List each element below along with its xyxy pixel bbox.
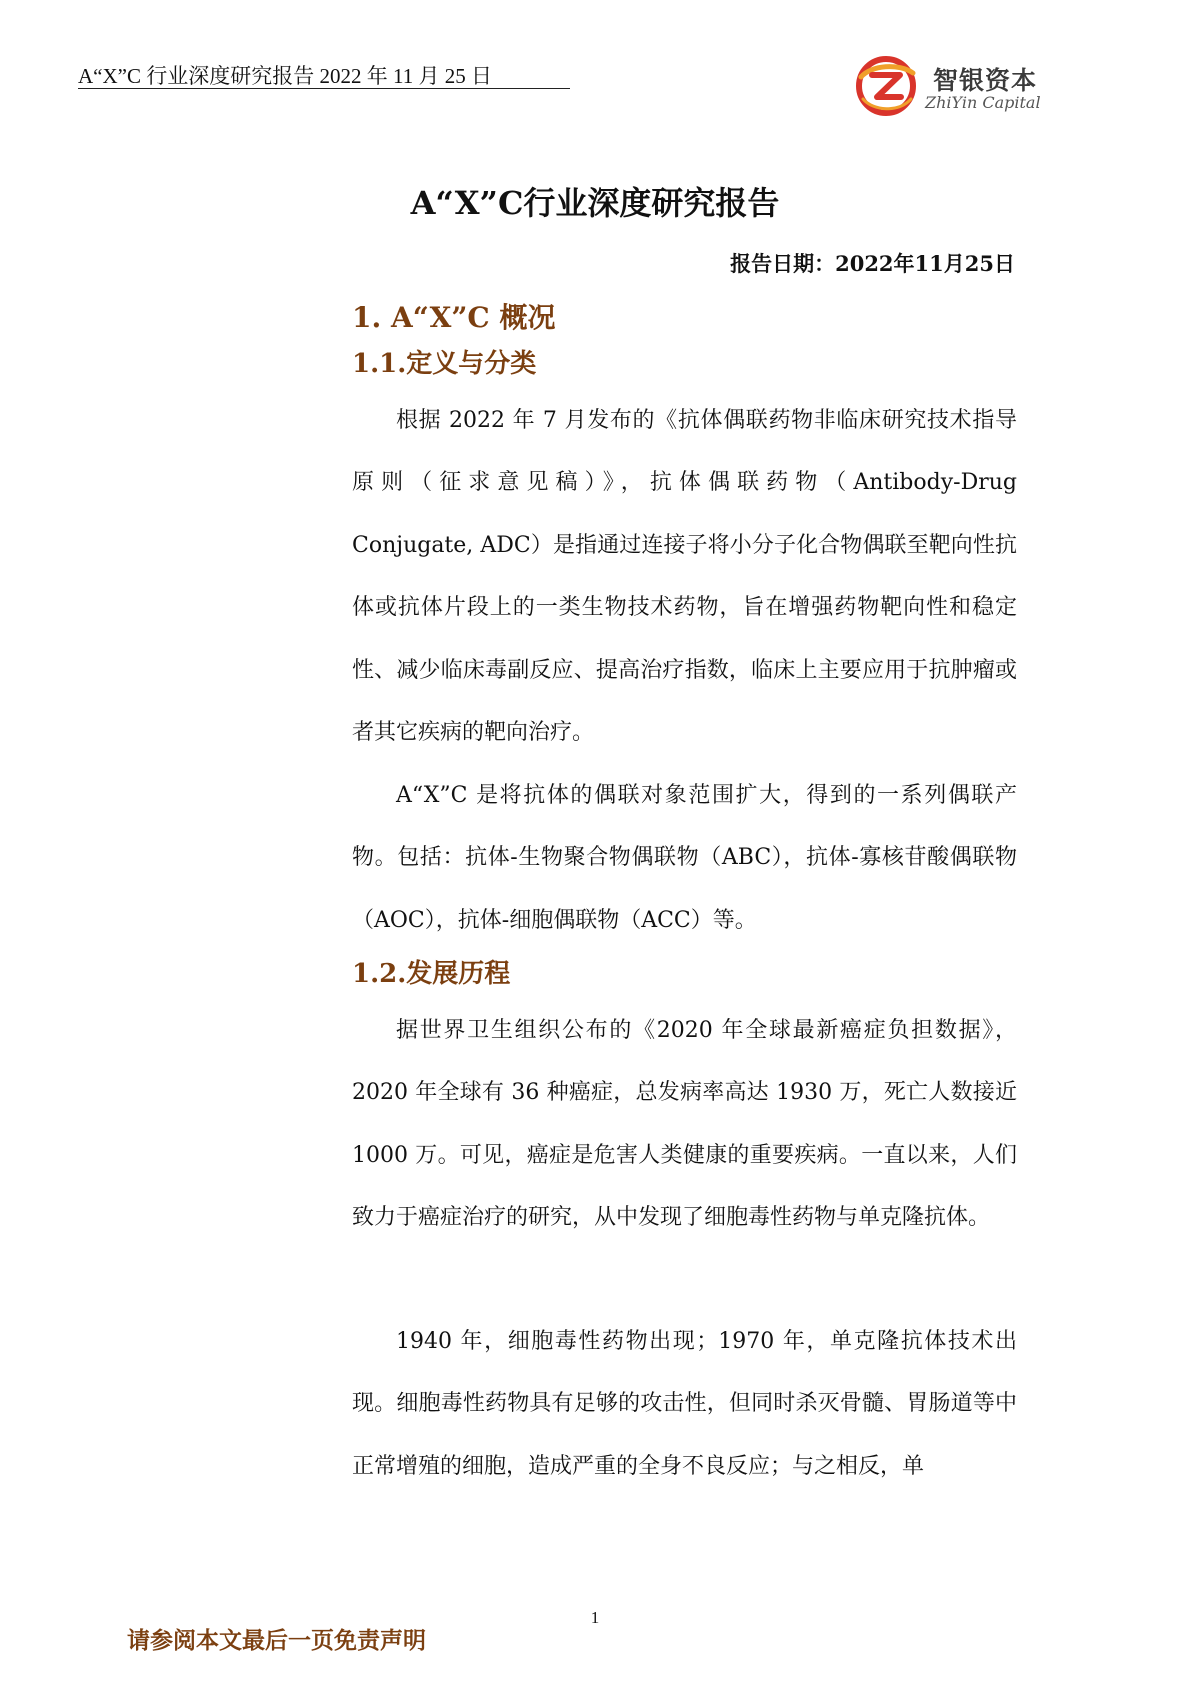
paragraph-definition-axc: A“X”C 是将抗体的偶联对象范围扩大，得到的一系列偶联产物。包括：抗体-生物聚合物偶联物（ABC），抗体-寡核苷酸偶联物（AOC），抗体-细胞偶联物（ACC）等。	[352, 783, 1017, 933]
header-underline	[78, 88, 570, 89]
company-logo	[855, 55, 1055, 120]
document-title: A“X”C行业深度研究报告	[410, 184, 780, 222]
logo-name-en: ZhiYin Capital	[925, 93, 1041, 112]
page-number: 1	[590, 1608, 600, 1627]
section-heading-history: 1.2.发展历程	[352, 959, 511, 989]
paragraph-history-drugs: 1940 年，细胞毒性药物出现；1970 年，单克隆抗体技术出现。细胞毒性药物具有足够的攻击性，但同时杀灭骨髓、胃肠道等中正常增殖的细胞，造成严重的全身不良反应；与之相反，单	[352, 1329, 1017, 1479]
logo-name-cn: 智银资本	[933, 66, 1038, 95]
paragraph-history-cancer: 据世界卫生组织公布的《2020 年全球最新癌症负担数据》，2020 年全球有 36 种癌症，总发病率高达 1930 万，死亡人数接近 1000 万。可见，癌症是危害人类健康的重要疾病。一直以来，人们致力于癌症治疗的研究，从中发现了细胞毒性药物与单克隆抗体。	[352, 1018, 1017, 1231]
report-date: 报告日期：2022年11月25日	[730, 251, 1015, 276]
section-heading-overview: 1. A“X”C 概况	[352, 301, 556, 334]
paragraph-definition-adc: 根据 2022 年 7 月发布的《抗体偶联药物非临床研究技术指导原则（征求意见稿）》，抗体偶联药物（Antibody-Drug Conjugate, ADC）是指通过连接子将小分子化合物偶联至靶向性抗体或抗体片段上的一类生物技术药物，旨在增强药物靶向性和稳定性、减少临床毒副反应、提高治疗指数，临床上主要应用于抗肿瘤或者其它疾病的靶向治疗。	[352, 408, 1017, 746]
section-heading-definition: 1.1.定义与分类	[352, 349, 537, 379]
running-header: A“X”C 行业深度研究报告 2022 年 11 月 25 日	[78, 64, 492, 88]
zhiyin-logo-icon	[855, 55, 921, 117]
disclaimer-note: 请参阅本文最后一页免责声明	[127, 1627, 426, 1654]
